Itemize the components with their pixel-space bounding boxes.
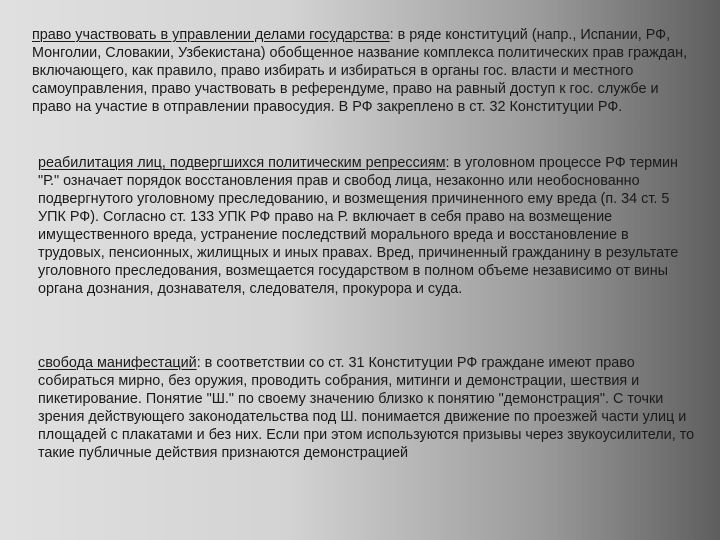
paragraph-right-to-participate	[32, 26, 700, 116]
definition-rehabilitation: : в уголовном процессе РФ термин "Р." означает порядок восстановления прав и свобод лица, незаконно или необоснованно подвергнутого уголовному преследованию, и возмещения причиненного ему вреда (п. 34 ст. 5 УПК РФ). Согласно ст. 133 УПК РФ право на Р. включает в себя право на возмещение имущественного вреда, устранение последствий морального вреда и восстановление в трудовых, пенсионных, жилищных и иных правах. Вред, причиненный гражданину в результате уголовного преследования, возмещается государством в полном объеме независимо от вины органа дознания, дознавателя, следователя, прокурора и суда.	[38, 155, 679, 297]
definition-freedom-of-manifestation: : в соответствии со ст. 31 Конституции РФ граждане имеют право собираться мирно, без оружия, проводить собрания, митинги и демонстрации, шествия и пикетирование. Понятие "Ш." по своему значению близко к понятию "демонстрация". С точки зрения действующего законодательства под Ш. понимается движение по проезжей части улиц и площадей с плакатами и без них. Если при этом используются призывы через звукоусилители, то такие публичные действия признаются демонстрацией	[38, 355, 695, 461]
definition-right-to-participate: : в ряде конституций (напр., Испании, РФ, Монголии, Словакии, Узбекистана) обобщенное название комплекса политических прав граждан, включающего, как правило, право избирать и избираться в органы гос. власти и местного самоуправления, право участвовать в референдуме, право на равный доступ к гос. службе и право на участие в отправлении правосудия. В РФ закреплено в ст. 32 Конституции РФ.	[32, 27, 688, 115]
term-right-to-participate: право участвовать в управлении делами государства	[32, 27, 390, 43]
paragraph-freedom-of-manifestation	[38, 354, 698, 462]
paragraph-rehabilitation	[38, 154, 698, 298]
term-freedom-of-manifestation: свобода манифестаций	[38, 355, 197, 371]
term-rehabilitation: реабилитация лиц, подвергшихся политическим репрессиям	[38, 155, 446, 171]
